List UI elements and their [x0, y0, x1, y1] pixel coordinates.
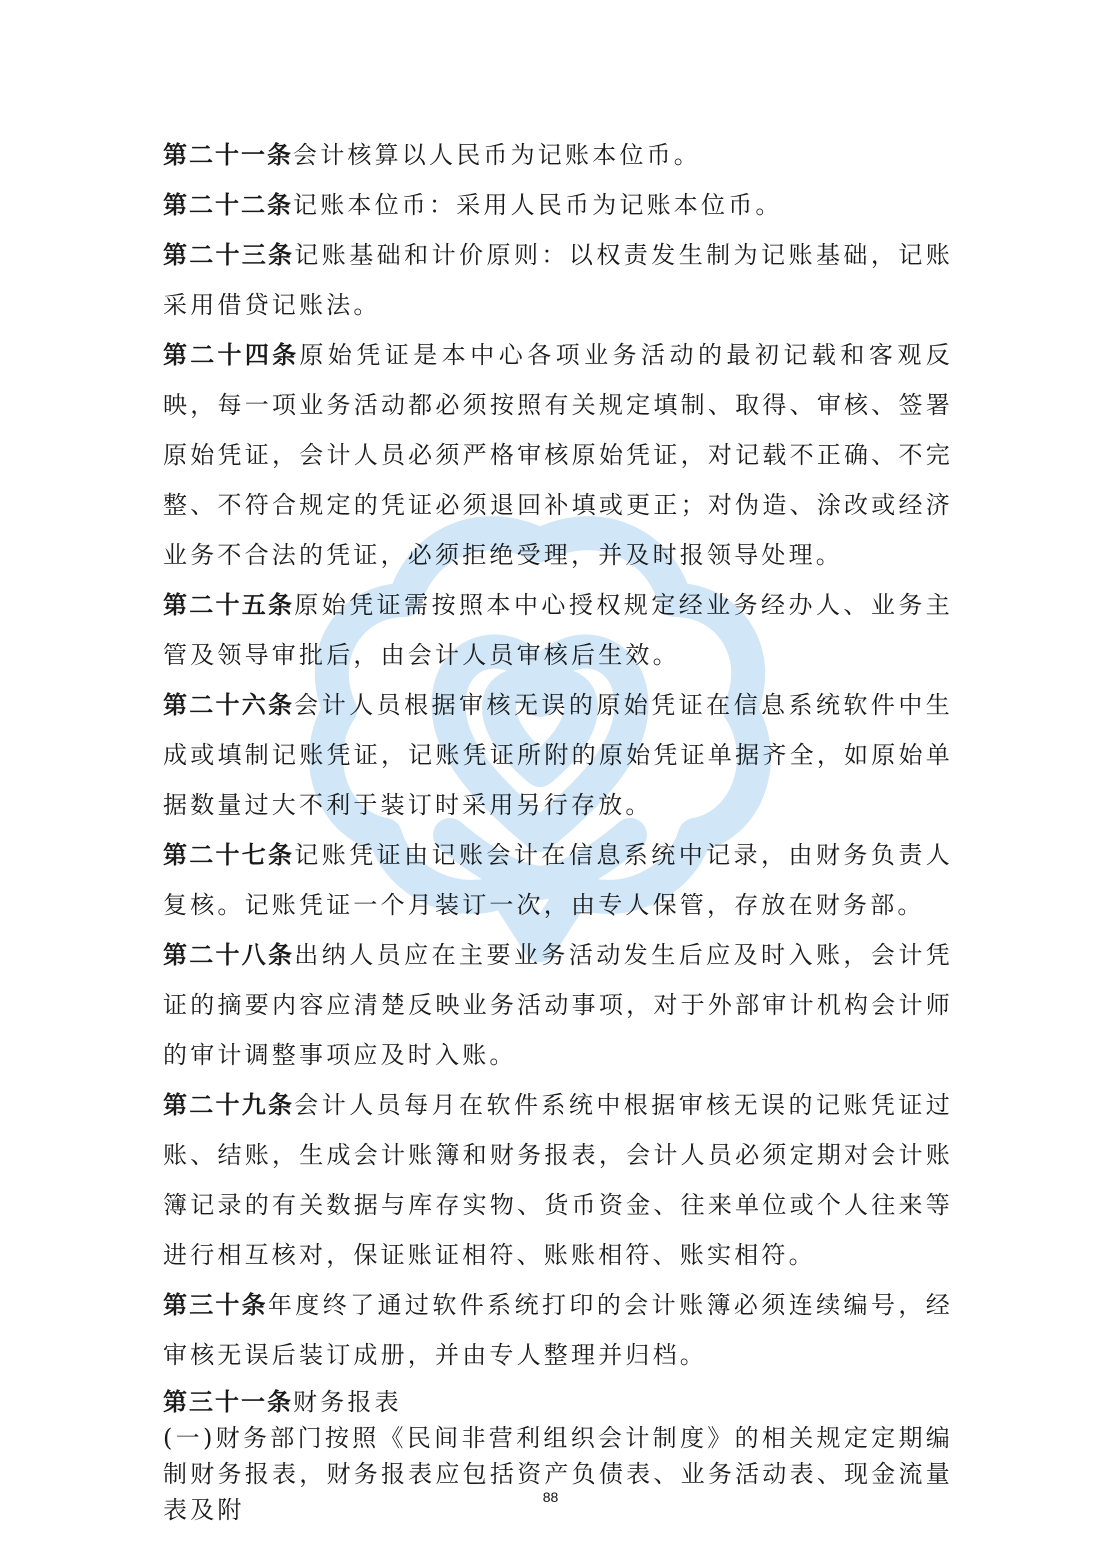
- article-label: 第二十五条: [163, 591, 295, 619]
- article-23: [163, 230, 953, 330]
- article-31: [163, 1384, 953, 1420]
- article-label: 第二十七条: [163, 841, 295, 869]
- article-text: 记账凭证由记账会计在信息系统中记录，由财务负责人复核。记账凭证一个月装订一次，由专人保管，存放在财务部。: [163, 841, 953, 919]
- article-text: 记账本位币：采用人民币为记账本位币。: [293, 191, 783, 219]
- article-label: 第二十六条: [163, 691, 295, 719]
- article-text: 原始凭证需按照本中心授权规定经业务经办人、业务主管及领导审批后，由会计人员审核后生效。: [163, 591, 953, 669]
- article-text: 会计人员每月在软件系统中根据审核无误的记账凭证过账、结账，生成会计账簿和财务报表，会计人员必须定期对会计账簿记录的有关数据与库存实物、货币资金、往来单位或个人往来等进行相互核对，保证账证相符、账账相符、账实相符。: [163, 1091, 953, 1269]
- article-text: 会计核算以人民币为记账本位币。: [293, 141, 701, 169]
- clause-1: (一)财务部门按照《民间非营利组织会计制度》的相关规定定期编制财务报表，财务报表应包括资产负债表、业务活动表、现金流量表及附: [163, 1424, 953, 1524]
- article-28: [163, 930, 953, 1080]
- document-body: [163, 130, 953, 1528]
- article-label: 第二十八条: [163, 941, 295, 969]
- article-24: [163, 330, 953, 580]
- article-label: 第二十九条: [163, 1091, 295, 1119]
- article-22: [163, 180, 953, 230]
- article-30: [163, 1280, 953, 1380]
- article-text: 记账基础和计价原则：以权责发生制为记账基础，记账采用借贷记账法。: [163, 241, 953, 319]
- article-text: 财务报表: [293, 1388, 402, 1416]
- article-label: 第二十一条: [163, 141, 293, 169]
- article-text: 会计人员根据审核无误的原始凭证在信息系统软件中生成或填制记账凭证，记账凭证所附的原始凭证单据齐全，如原始单据数量过大不利于装订时采用另行存放。: [163, 691, 953, 819]
- article-label: 第三十条: [163, 1291, 268, 1319]
- article-29: [163, 1080, 953, 1280]
- article-text: 出纳人员应在主要业务活动发生后应及时入账，会计凭证的摘要内容应清楚反映业务活动事项，对于外部审计机构会计师的审计调整事项应及时入账。: [163, 941, 953, 1069]
- article-25: [163, 580, 953, 680]
- article-text: 原始凭证是本中心各项业务活动的最初记载和客观反映，每一项业务活动都必须按照有关规定填制、取得、审核、签署原始凭证，会计人员必须严格审核原始凭证，对记载不正确、不完整、不符合规定的凭证必须退回补填或更正；对伪造、涂改或经济业务不合法的凭证，必须拒绝受理，并及时报领导处理。: [163, 341, 953, 569]
- article-21: [163, 130, 953, 180]
- article-label: 第三十一条: [163, 1388, 293, 1416]
- article-label: 第二十三条: [163, 241, 295, 269]
- article-text: 年度终了通过软件系统打印的会计账簿必须连续编号，经审核无误后装订成册，并由专人整理并归档。: [163, 1291, 954, 1369]
- article-label: 第二十二条: [163, 191, 293, 219]
- article-26: [163, 680, 953, 830]
- article-label: 第二十四条: [163, 341, 300, 369]
- article-27: [163, 830, 953, 930]
- page-number: 88: [542, 1489, 559, 1505]
